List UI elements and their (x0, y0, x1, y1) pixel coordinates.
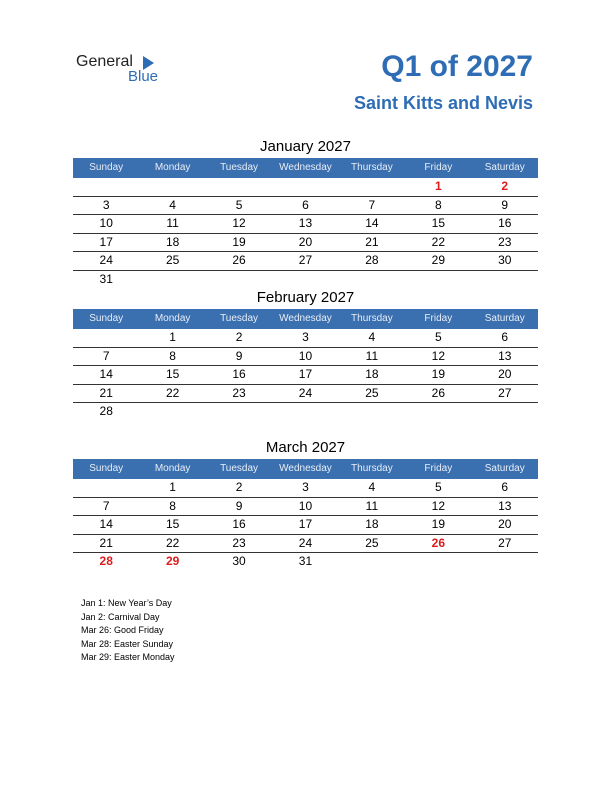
month-march (73, 437, 538, 571)
month-title: January 2027 (260, 138, 351, 155)
day-cell: 4 (368, 330, 376, 344)
weekday-label: Friday (424, 313, 453, 324)
day-cell: 13 (298, 216, 313, 230)
day-cell: 24 (298, 385, 313, 400)
day-cell: 5 (434, 330, 442, 344)
day-cell: 30 (498, 253, 512, 267)
generalblue-logo (76, 53, 176, 89)
day-cell: 24 (99, 253, 113, 267)
weekday-label: Saturday (484, 313, 525, 324)
weekday-label: Monday (154, 313, 191, 324)
day-cell: 16 (498, 216, 512, 230)
day-cell: 1 (434, 179, 442, 193)
day-cell: 6 (302, 197, 309, 212)
empty-day-cell (139, 403, 205, 421)
day-cell: 28 (99, 554, 113, 568)
day-cell: 3 (302, 330, 309, 344)
weekday-label: Friday (424, 463, 453, 474)
day-cell: 8 (169, 498, 176, 513)
month-title: February 2027 (256, 289, 355, 306)
day-cell: 7 (102, 498, 110, 513)
week-row (73, 535, 538, 554)
empty-day-cell (73, 329, 139, 347)
day-cell: 26 (232, 253, 246, 267)
day-cell: 15 (431, 216, 445, 230)
weekday-label: Tuesday (220, 313, 259, 324)
day-cell: 2 (235, 330, 243, 344)
day-cell: 21 (99, 535, 113, 550)
week-row (73, 366, 538, 385)
month-title: March 2027 (265, 439, 346, 456)
holiday-note: Jan 1: New Year’s Day (81, 598, 172, 608)
empty-day-cell (405, 271, 471, 289)
day-cell: 29 (431, 253, 445, 267)
day-cell: 10 (298, 498, 313, 513)
day-cell: 7 (102, 348, 110, 363)
day-cell: 2 (501, 179, 509, 193)
weekday-header (73, 158, 538, 178)
day-cell: 21 (365, 234, 379, 249)
day-cell: 13 (498, 498, 512, 513)
page-subtitle: Saint Kitts and Nevis (353, 93, 533, 113)
empty-day-cell (272, 403, 338, 421)
day-cell: 14 (365, 216, 379, 230)
weekday-label: Thursday (351, 463, 393, 474)
day-cell: 16 (232, 517, 246, 531)
empty-day-cell (139, 178, 205, 196)
week-row (73, 553, 538, 571)
empty-day-cell (405, 403, 471, 421)
day-cell: 20 (298, 234, 313, 249)
day-cell: 31 (298, 554, 313, 568)
weekday-label: Wednesday (279, 463, 332, 474)
day-cell: 11 (365, 498, 379, 513)
weekday-header (73, 309, 538, 329)
day-cell: 25 (165, 253, 180, 267)
day-cell: 14 (99, 517, 113, 531)
day-cell: 15 (165, 367, 180, 381)
day-cell: 24 (298, 535, 313, 550)
day-cell: 19 (232, 234, 246, 249)
week-row (73, 234, 538, 253)
week-row (73, 252, 538, 271)
day-cell: 28 (99, 404, 113, 418)
holiday-note: Jan 2: Carnival Day (81, 611, 160, 622)
empty-day-cell (206, 178, 272, 196)
day-cell: 9 (235, 498, 243, 513)
holiday-notes (81, 597, 175, 665)
day-cell: 8 (169, 348, 176, 363)
weekday-label: Tuesday (220, 162, 259, 173)
empty-day-cell (405, 553, 471, 571)
week-row (73, 516, 538, 535)
empty-day-cell (206, 403, 272, 421)
day-cell: 4 (368, 480, 376, 494)
day-cell: 16 (232, 367, 246, 381)
day-cell: 5 (434, 480, 442, 494)
day-cell: 23 (498, 234, 512, 249)
week-row (73, 498, 538, 517)
day-cell: 17 (99, 234, 113, 249)
empty-day-cell (339, 553, 405, 571)
day-cell: 20 (498, 367, 512, 381)
day-cell: 18 (165, 234, 180, 249)
empty-day-cell (472, 271, 538, 289)
weekday-label: Wednesday (279, 162, 332, 173)
logo-blue-text: Blue (128, 68, 159, 85)
week-row (73, 348, 538, 367)
day-cell: 12 (232, 216, 246, 230)
holiday-note: Mar 28: Easter Sunday (81, 638, 174, 649)
day-cell: 12 (431, 348, 445, 363)
day-cell: 28 (365, 253, 379, 267)
day-cell: 20 (498, 517, 512, 531)
day-cell: 10 (298, 348, 313, 363)
week-row (73, 271, 538, 289)
day-cell: 26 (431, 535, 445, 550)
day-cell: 29 (165, 554, 180, 568)
day-cell: 27 (498, 385, 512, 400)
day-cell: 17 (298, 367, 313, 381)
day-cell: 19 (431, 517, 445, 531)
day-cell: 13 (498, 348, 512, 363)
day-cell: 21 (99, 385, 113, 400)
week-row (73, 215, 538, 234)
empty-day-cell (206, 271, 272, 289)
empty-day-cell (73, 178, 139, 196)
day-cell: 18 (365, 367, 379, 381)
weekday-label: Saturday (484, 162, 525, 173)
day-cell: 19 (431, 367, 445, 381)
page-title: Q1 of 2027 (381, 50, 533, 83)
empty-day-cell (139, 271, 205, 289)
day-cell: 6 (501, 480, 509, 494)
day-cell: 27 (298, 253, 313, 267)
weekday-label: Monday (154, 463, 191, 474)
holiday-note: Mar 29: Easter Monday (81, 652, 175, 662)
day-cell: 25 (365, 385, 379, 400)
weekday-header (73, 459, 538, 479)
empty-day-cell (472, 403, 538, 421)
week-row (73, 403, 538, 421)
day-cell: 25 (365, 535, 379, 550)
day-cell: 11 (365, 348, 379, 363)
week-row (73, 178, 538, 197)
week-row (73, 479, 538, 498)
day-cell: 14 (99, 367, 113, 381)
holiday-note: Mar 26: Good Friday (81, 625, 164, 635)
day-cell: 4 (169, 197, 176, 212)
empty-day-cell (272, 271, 338, 289)
day-cell: 22 (165, 535, 180, 550)
month-february (73, 287, 538, 421)
day-cell: 10 (99, 216, 113, 230)
empty-day-cell (339, 178, 405, 196)
day-cell: 30 (232, 554, 246, 568)
week-row (73, 197, 538, 216)
day-cell: 9 (235, 348, 243, 363)
day-cell: 27 (498, 535, 512, 550)
day-cell: 18 (365, 517, 379, 531)
day-cell: 7 (368, 197, 376, 212)
day-cell: 23 (232, 535, 246, 550)
day-cell: 17 (298, 517, 313, 531)
empty-day-cell (272, 178, 338, 196)
weekday-label: Sunday (89, 162, 124, 173)
day-cell: 6 (501, 330, 509, 344)
day-cell: 31 (99, 271, 113, 286)
day-cell: 22 (165, 385, 180, 400)
day-cell: 3 (102, 197, 110, 212)
day-cell: 8 (434, 197, 442, 212)
day-cell: 1 (169, 330, 176, 344)
day-cell: 3 (302, 480, 309, 494)
empty-day-cell (339, 403, 405, 421)
month-january (73, 136, 538, 288)
weekday-label: Wednesday (279, 313, 332, 324)
empty-day-cell (339, 271, 405, 289)
day-cell: 26 (431, 385, 445, 400)
day-cell: 23 (232, 385, 246, 400)
weekday-label: Friday (424, 162, 453, 173)
weekday-label: Tuesday (220, 463, 259, 474)
day-cell: 1 (169, 480, 176, 494)
week-row (73, 385, 538, 404)
empty-day-cell (73, 479, 139, 497)
day-cell: 22 (431, 234, 445, 249)
day-cell: 12 (431, 498, 445, 513)
logo-general-text: General (76, 53, 133, 70)
day-cell: 15 (165, 517, 180, 531)
week-row (73, 329, 538, 348)
weekday-label: Monday (154, 162, 191, 173)
day-cell: 11 (166, 216, 179, 230)
weekday-label: Sunday (89, 463, 124, 474)
day-cell: 2 (235, 480, 243, 494)
weekday-label: Sunday (89, 313, 124, 324)
day-cell: 9 (501, 197, 509, 212)
weekday-label: Thursday (351, 313, 393, 324)
day-cell: 5 (235, 197, 243, 212)
weekday-label: Saturday (484, 463, 525, 474)
weekday-label: Thursday (351, 162, 393, 173)
empty-day-cell (472, 553, 538, 571)
